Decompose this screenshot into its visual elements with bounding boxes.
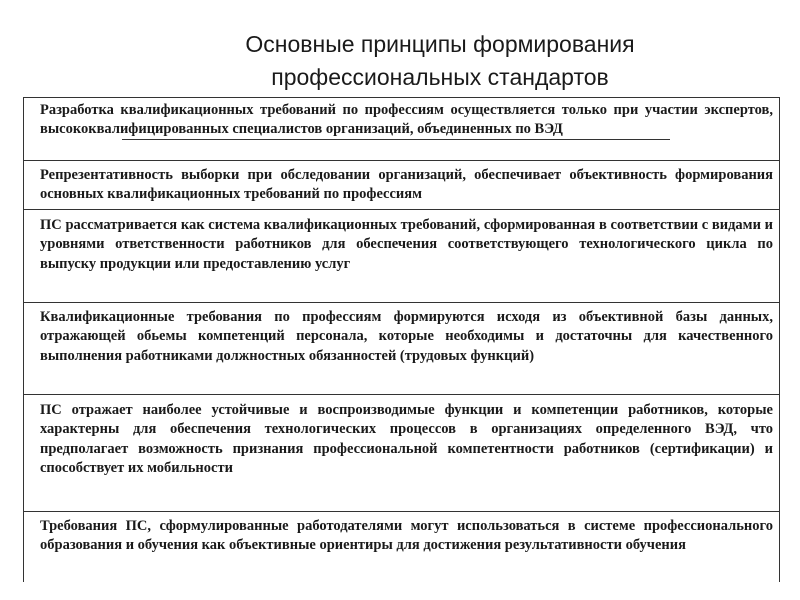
principle-row-4: Квалификационные требования по профессиям формируются исходя из объективной базы данных, отражающей обьемы компетенций персонала, которые необходимы и достаточны для качественного выполнения работниками должностных обязанностей (трудовых функций) xyxy=(24,303,779,395)
principle-row-2: Репрезентативность выборки при обследовании организаций, обеспечивает объективность формирования основных квалификационных требований по профессиям xyxy=(24,161,779,210)
principle-row-5: ПС отражает наиболее устойчивые и воспроизводимые функции и компетенции работников, которые характерны для обеспечения технологических процессов в организациях определенного ВЭД, что предполагает возможность признания профессиональной компетентности работников (сертификации) и способствует их мобильности xyxy=(24,395,779,512)
page-title xyxy=(0,28,800,94)
principles-table xyxy=(23,97,780,582)
principle-row-1: Разработка квалификационных требований по профессиям осуществляется только при участии экспертов, высококвалифицированных специалистов организаций, объединенных по ВЭД xyxy=(24,98,779,161)
principle-row-6: Требования ПС, сформулированные работодателями могут использоваться в системе профессионального образования и обучения как объективные ориентиры для достижения результативности обучения xyxy=(40,518,773,554)
page-title-line-1: Основные принципы формирования xyxy=(245,31,635,57)
principle-row-3: ПС рассматривается как система квалификационных требований, сформированная в соответствии с видами и уровнями ответственности работников для обеспечения соответствующего технологического цикла по выпуску продукции или предоставлению услуг xyxy=(24,210,779,303)
strikethrough-line xyxy=(122,139,670,140)
page-title-line-2: профессиональных стандартов xyxy=(271,64,609,90)
